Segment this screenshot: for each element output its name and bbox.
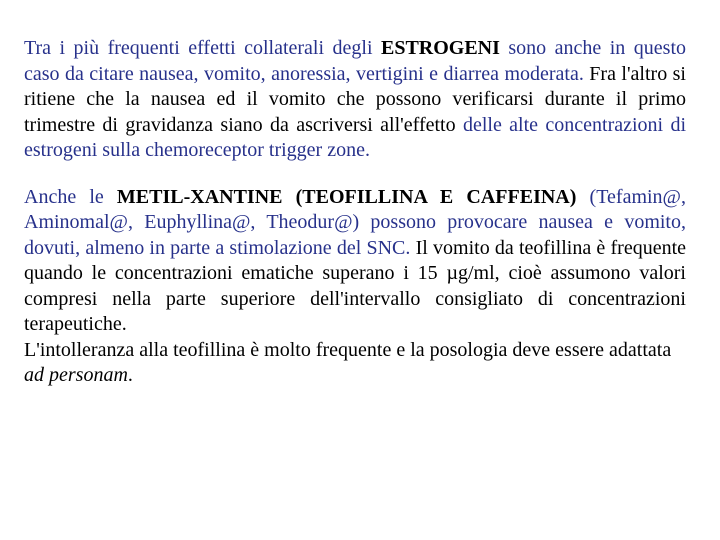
keyword-estrogeni: ESTROGENI (380, 37, 500, 59)
text-segment: Anche le (24, 185, 117, 208)
text-segment: Tra i più frequenti effetti collaterali degli (24, 37, 381, 59)
text-segment: (Tefamin@, Aminomal@, Euphyllina@, Theodur@) possono provocare nausea e vomito, dovuti, almeno in parte a stimolazione del SNC. (24, 185, 686, 259)
slide-body (24, 36, 686, 389)
text-segment: . (127, 364, 133, 386)
text-segment: Il vomito da teofillina è frequente quando le concentrazioni ematiche superano i 15 µg/ml, cioè assumono valori compresi nella parte superiore dell'intervallo consigliato di concentrazioni terapeutiche. (24, 236, 687, 335)
paragraph-metilxantine (24, 185, 686, 338)
keyword-metilxantine: METIL-XANTINE (TEOFILLINA E CAFFEINA) (116, 185, 577, 208)
text-segment: L'intolleranza alla teofillina è molto frequente e la posologia deve essere adattata (24, 338, 672, 361)
text-segment: Fra l'altro si ritiene che la nausea ed il vomito che possono verificarsi durante il primo trimestre di gravidanza siano da ascriversi all'effetto (24, 62, 686, 136)
phrase-ad-personam: ad personam (24, 364, 128, 386)
paragraph-estrogeni (24, 36, 686, 164)
text-segment: sono anche in questo caso da citare nausea, vomito, anoressia, vertigini e diarrea moderata. (24, 37, 686, 85)
text-segment: delle alte concentrazioni di estrogeni sulla chemoreceptor trigger zone. (24, 113, 686, 161)
paragraph-intolleranza (24, 338, 686, 389)
